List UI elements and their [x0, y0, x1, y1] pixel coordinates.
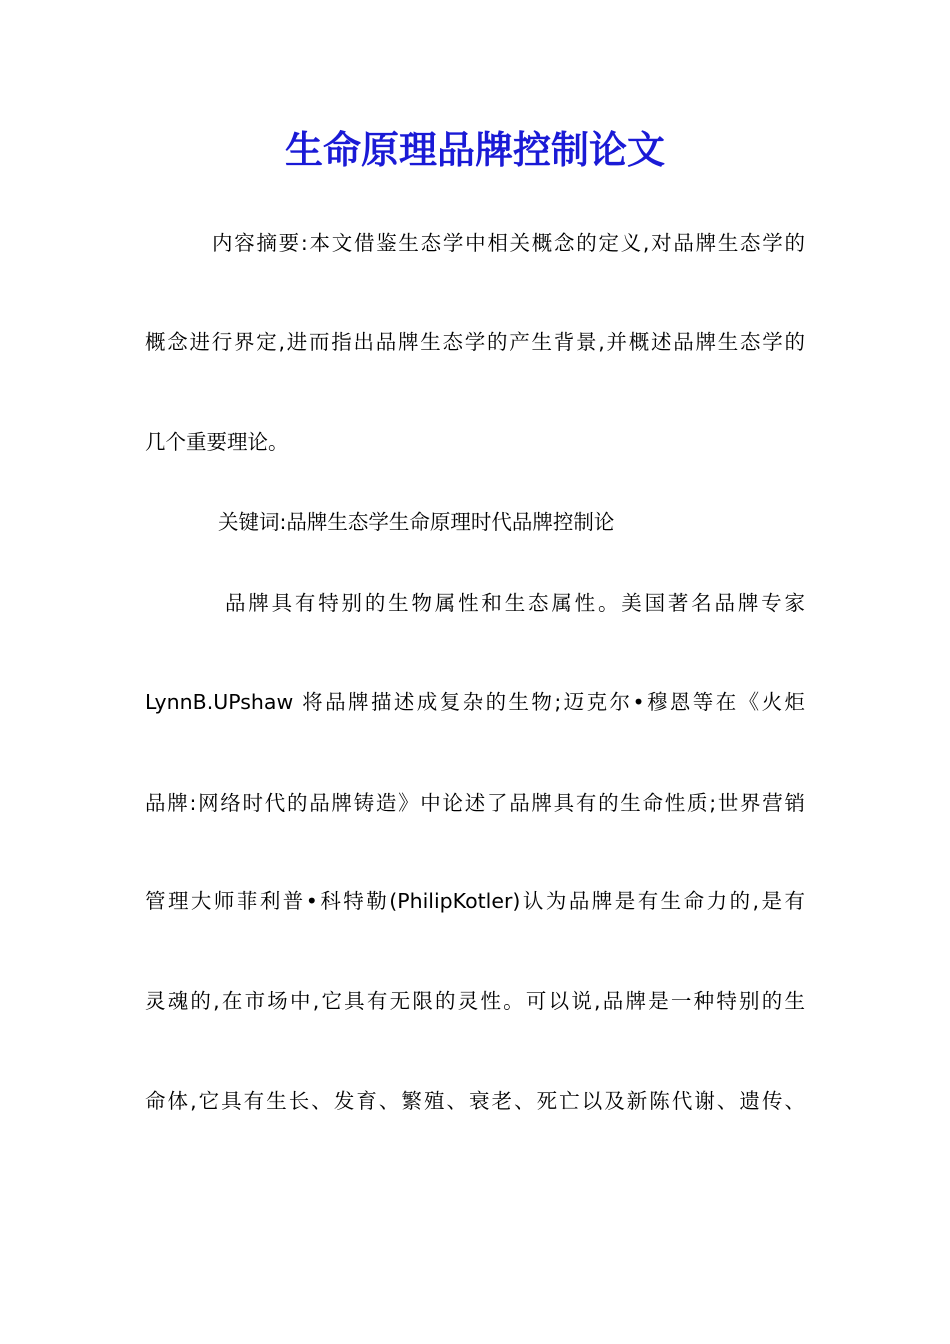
- document-title: 生命原理品牌控制论文: [284, 127, 665, 172]
- abstract-line-1: 内容摘要:本文借鉴生态学中相关概念的定义,对品牌生态学的: [212, 231, 805, 255]
- body-line-1: 品牌具有特别的生物属性和生态属性。美国著名品牌专家: [225, 591, 805, 615]
- keywords-line: 关键词:品牌生态学生命原理时代品牌控制论: [218, 510, 615, 534]
- abstract-line-2: 概念进行界定,进而指出品牌生态学的产生背景,并概述品牌生态学的: [145, 330, 805, 354]
- body-line-3: 品牌:网络时代的品牌铸造》中论述了品牌具有的生命性质;世界营销: [145, 791, 805, 815]
- body-line-5: 灵魂的,在市场中,它具有无限的灵性。可以说,品牌是一种特别的生: [145, 989, 805, 1013]
- body-line-2: LynnB.UPshaw 将品牌描述成复杂的生物;迈克尔•穆恩等在《火炬: [145, 690, 805, 714]
- body-line-4: 管理大师菲利普•科特勒(PhilipKotler)认为品牌是有生命力的,是有: [145, 889, 805, 913]
- body-line-6: 命体,它具有生长、发育、繁殖、衰老、死亡以及新陈代谢、遗传、: [145, 1089, 805, 1113]
- abstract-line-3: 几个重要理论。: [145, 430, 289, 454]
